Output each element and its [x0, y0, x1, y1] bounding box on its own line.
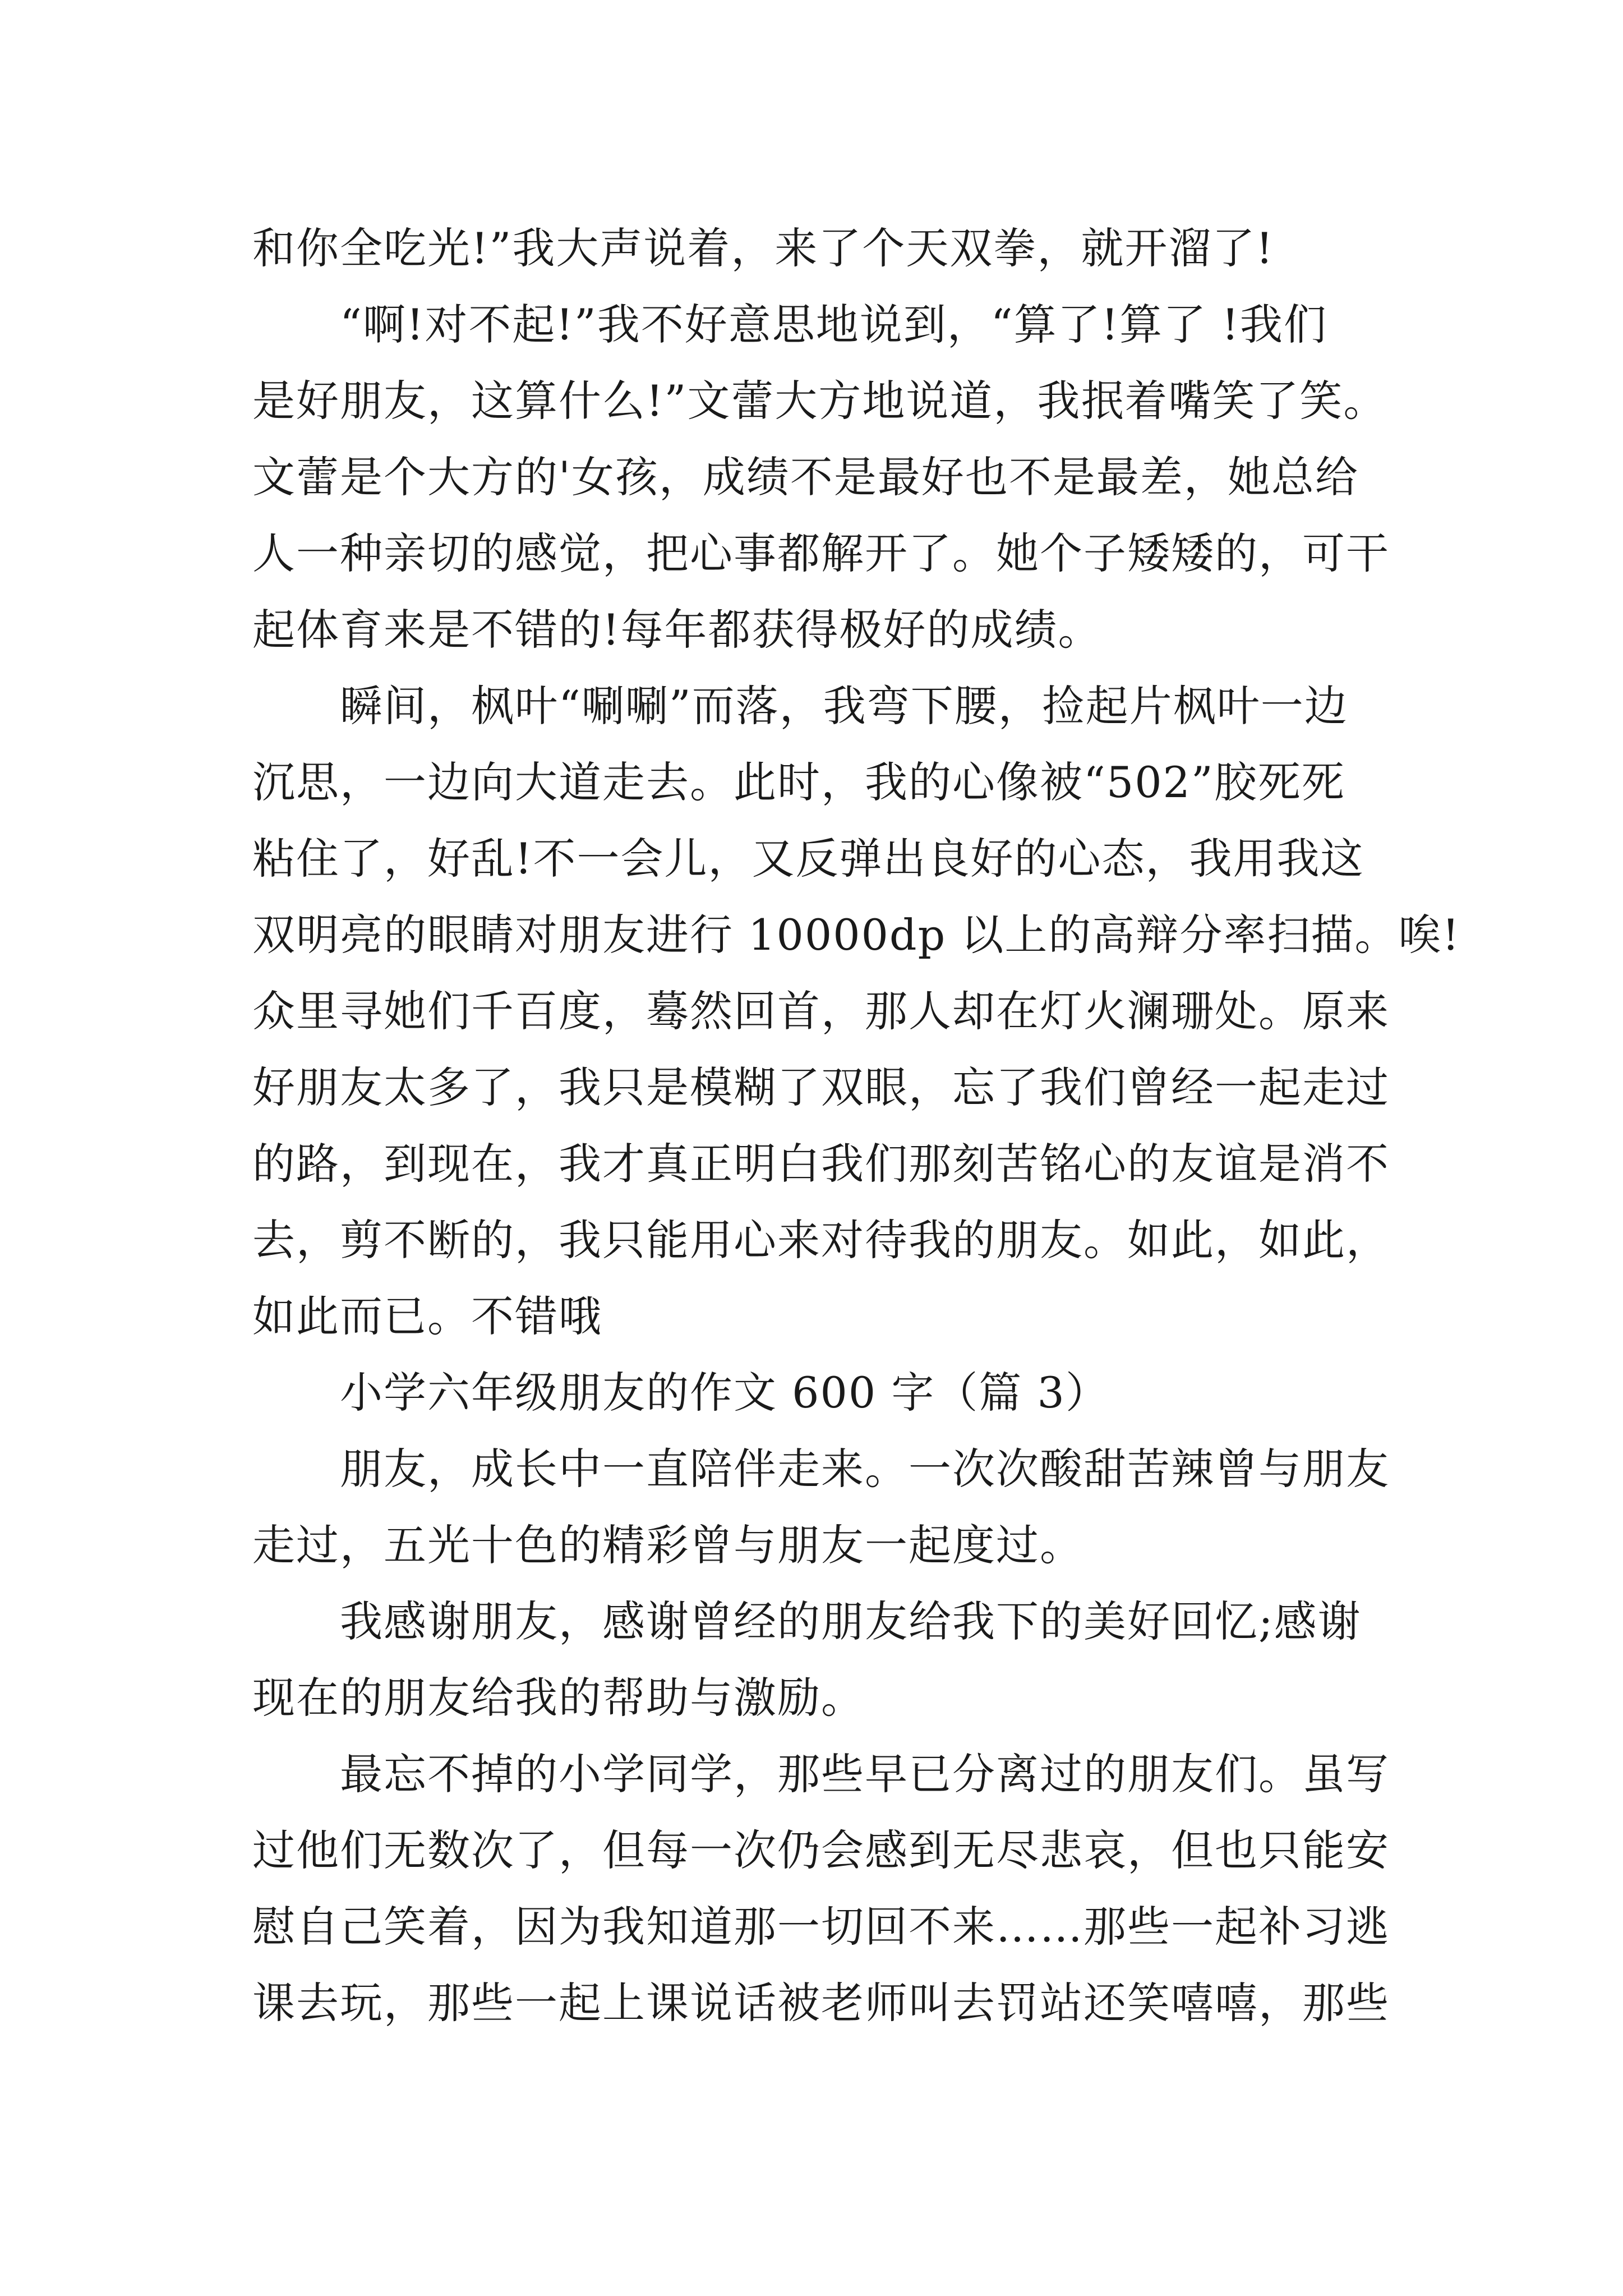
text-line: 去，剪不断的，我只能用心来对待我的朋友。如此，如此，	[252, 1215, 1390, 1265]
text-line: 和你全吃光!”我大声说着，来了个天双拳，就开溜了!	[252, 223, 1274, 273]
text-line: 粘住了，好乱!不一会儿，又反弹出良好的心态，我用我这	[252, 834, 1364, 884]
text-line: 朋友，成长中一直陪伴走来。一次次酸甜苦辣曾与朋友	[340, 1444, 1390, 1494]
text-line: 走过，五光十色的精彩曾与朋友一起度过。	[252, 1520, 1083, 1570]
text-line: 好朋友太多了，我只是模糊了双眼，忘了我们曾经一起走过	[252, 1062, 1390, 1112]
text-line: 现在的朋友给我的帮助与激励。	[252, 1673, 865, 1723]
text-line: 双明亮的眼睛对朋友进行 10000dp 以上的高辩分率扫描。唉!	[252, 910, 1460, 960]
text-line: 是好朋友，这算什么!”文蕾大方地说道，我抿着嘴笑了笑。	[252, 376, 1387, 426]
text-line: 起体育来是不错的!每年都获得极好的成绩。	[252, 605, 1102, 655]
text-line: 如此而已。不错哦	[252, 1291, 602, 1341]
essay-body	[252, 210, 1460, 2041]
text-line: 最忘不掉的小学同学，那些早已分离过的朋友们。虽写	[340, 1749, 1390, 1799]
text-line: “啊!对不起!”我不好意思地说到，“算了!算了 !我们	[340, 300, 1327, 349]
text-line: 的路，到现在，我才真正明白我们那刻苦铭心的友谊是消不	[252, 1139, 1390, 1189]
text-line: 课去玩，那些一起上课说话被老师叫去罚站还笑嘻嘻，那些	[252, 1978, 1390, 2028]
text-line: 慰自己笑着，因为我知道那一切回不来……那些一起补习逃	[252, 1902, 1390, 1952]
text-line: 沉思，一边向大道走去。此时，我的心像被“502”胶死死	[252, 757, 1345, 807]
text-line: 人一种亲切的感觉，把心事都解开了。她个子矮矮的，可干	[252, 528, 1390, 578]
text-line: 瞬间，枫叶“唰唰”而落，我弯下腰，捡起片枫叶一边	[340, 681, 1348, 731]
section-heading: 小学六年级朋友的作文 600 字（篇 3）	[340, 1368, 1109, 1418]
text-line: 过他们无数次了，但每一次仍会感到无尽悲哀，但也只能安	[252, 1825, 1390, 1875]
text-line: 众里寻她们千百度，蓦然回首，那人却在灯火澜珊处。原来	[252, 986, 1390, 1036]
text-line: 我感谢朋友，感谢曾经的朋友给我下的美好回忆;感谢	[340, 1596, 1362, 1646]
text-line: 文蕾是个大方的'女孩，成绩不是最好也不是最差，她总给	[252, 452, 1359, 502]
